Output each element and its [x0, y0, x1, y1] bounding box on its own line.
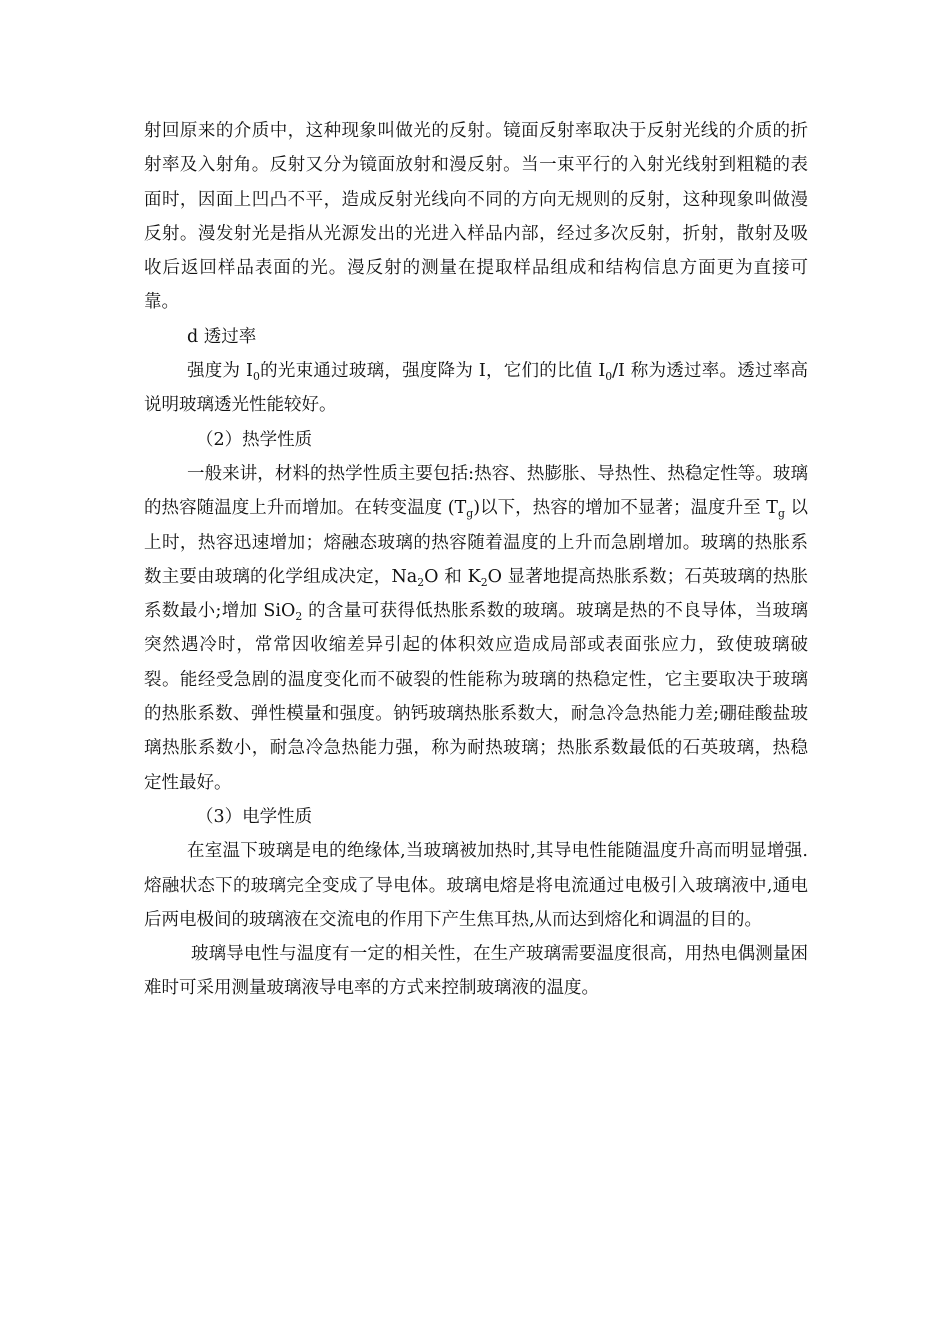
text-run: 强度为 I	[187, 361, 253, 382]
subscript: g	[466, 507, 474, 521]
paragraph-electrical: 在室温下玻璃是电的绝缘体,当玻璃被加热时,其导电性能随温度升高而明显增强.熔融状态下的玻璃完全变成了导电体。玻璃电熔是将电流通过电极引入玻璃液中,通电后两电极间的玻璃液在交流电的作用下产生焦耳热,从而达到熔化和调温的目的。	[144, 841, 808, 930]
paragraph-conductivity: 玻璃导电性与温度有一定的相关性，在生产玻璃需要温度很高，用热电偶测量困难时可采用测量玻璃液导电率的方式来控制玻璃液的温度。	[144, 944, 808, 999]
text-run: O 显著地提高热胀系数；石英玻璃的热胀系数最小;增加 SiO	[144, 566, 808, 622]
subscript: 2	[480, 575, 488, 589]
subscript: 2	[295, 609, 303, 623]
paragraph-reflection: 射回原来的介质中，这种现象叫做光的反射。镜面反射率取决于反射光线的介质的折射率及入射角。反射又分为镜面放射和漫反射。当一束平行的入射光线射到粗糙的表面时，因面上凹凸不平，造成反射光线向不同的方向无规则的反射，这种现象叫做漫反射。漫发射光是指从光源发出的光进入样品内部，经过多次反射，折射，散射及吸收后返回样品表面的光。漫反射的测量在提取样品组成和结构信息方面更为直接可靠。	[144, 121, 808, 313]
text-run: 的光束通过玻璃，强度降为 I，它们的比值 I	[259, 361, 606, 382]
text-run: 以上时，热容迅速增加；熔融态玻璃的热容随着温度的上升而急剧增加。玻璃的热胀系数主要由玻璃的化学组成决定，Na	[144, 498, 809, 587]
text-run: 的含量可获得低热胀系数的玻璃。玻璃是热的不良导体，当玻璃突然遇冷时，常常因收缩差异引起的体积效应造成局部或表面张应力，致使玻璃破裂。能经受急剧的温度变化而不破裂的性能称为玻璃的热稳定性，它主要取决于玻璃的热胀系数、弹性模量和强度。钠钙玻璃热胀系数大，耐急冷急热能力差;硼硅酸盐玻璃热胀系数小，耐急冷急热能力强，称为耐热玻璃；热胀系数最低的石英玻璃，热稳定性最好。	[144, 601, 808, 793]
document-page	[144, 114, 808, 1006]
subscript: 0	[605, 369, 613, 383]
heading-electrical-properties: （3）电学性质	[196, 806, 313, 827]
subscript: 0	[252, 369, 260, 383]
heading-thermal-properties: （2）热学性质	[196, 429, 313, 450]
paragraph-thermal	[144, 457, 808, 800]
text-run: )以下，热容的增加不显著；温度升至 T	[473, 498, 778, 519]
subscript: 2	[417, 575, 425, 589]
text-run: O 和 K	[424, 566, 481, 587]
subscript: g	[777, 507, 785, 521]
heading-transmittance: d 透过率	[187, 326, 257, 347]
paragraph-transmittance	[144, 354, 808, 423]
text-run: 一般来讲，材料的热学性质主要包括:热容、热膨胀、导热性、热稳定性等。玻璃的热容随温度上升而增加。在转变温度 (T	[144, 463, 808, 519]
text-run: /I 称为透过率。透过率高说明玻璃透光性能较好。	[144, 361, 808, 416]
